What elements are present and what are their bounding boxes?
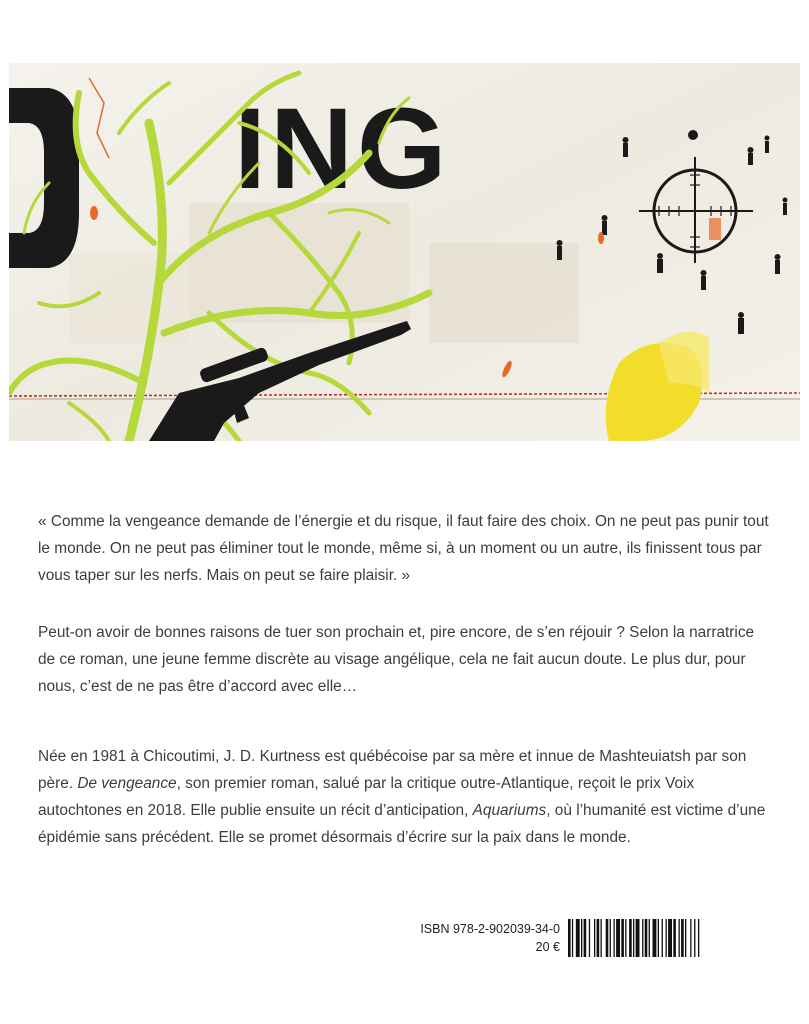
barcode-bar bbox=[673, 919, 676, 957]
barcode-icon bbox=[568, 919, 772, 957]
barcode-bar bbox=[616, 919, 620, 957]
barcode-bar bbox=[649, 919, 650, 957]
summary-text: Peut-on avoir de bonnes raisons de tuer son prochain et, pire encore, de s’en réjouir ? Selon la narratrice de ce roman, une jeune femme discrète au visage angélique, cela ne fait aucun doute. Le plus dur, pour nous, c’est de ne pas être d’accord avec elle… bbox=[38, 624, 755, 695]
barcode-bar bbox=[614, 919, 615, 957]
barcode-bar bbox=[698, 919, 699, 957]
barcode-bar bbox=[690, 919, 691, 957]
rifle-crosshair-artwork-icon bbox=[9, 63, 800, 441]
barcode-bar bbox=[621, 919, 624, 957]
barcode-bar bbox=[576, 919, 580, 957]
barcode-bar bbox=[581, 919, 582, 957]
book-title-de-vengeance: De vengeance bbox=[77, 775, 177, 792]
bio-part-3: , où l’humanité est victime d’une épidémie sans précédent. Elle se promet désormais d’écrire sur la paix dans le monde. bbox=[38, 802, 766, 846]
barcode-bar bbox=[668, 919, 672, 957]
author-bio bbox=[38, 743, 772, 851]
barcode-bar bbox=[645, 919, 648, 957]
quote-paragraph bbox=[38, 508, 772, 589]
barcode-bar bbox=[568, 919, 571, 957]
barcode-bar bbox=[594, 919, 595, 957]
bio-part-2: , son premier roman, salué par la critique outre-Atlantique, reçoit le prix Voix autochtones en 2018. Elle publie ensuite un récit d’anticipation, bbox=[38, 775, 695, 819]
isbn-block bbox=[420, 920, 560, 956]
barcode-bar bbox=[658, 919, 659, 957]
cover-artwork bbox=[9, 63, 800, 441]
barcode-bar bbox=[642, 919, 643, 957]
barcode-bar bbox=[679, 919, 680, 957]
barcode-bar bbox=[625, 919, 626, 957]
barcode-bar bbox=[633, 919, 634, 957]
summary-paragraph bbox=[38, 619, 772, 700]
barcode-bar bbox=[601, 919, 602, 957]
bio-part-1: Née en 1981 à Chicoutimi, J. D. Kurtness est québécoise par sa mère et innue de Mashteuiatsh par son père. bbox=[38, 748, 747, 792]
barcode-bar bbox=[606, 919, 609, 957]
barcode-bar bbox=[597, 919, 600, 957]
isbn-label: ISBN 978-2-902039-34-0 bbox=[420, 922, 560, 936]
artwork-letters: ING bbox=[234, 85, 451, 213]
barcode-bar bbox=[636, 919, 640, 957]
barcode bbox=[568, 919, 772, 957]
barcode-bar bbox=[653, 919, 657, 957]
barcode-bar bbox=[572, 919, 573, 957]
barcode-bar bbox=[584, 919, 587, 957]
quote-text: « Comme la vengeance demande de l’énergie et du risque, il faut faire des choix. On ne peut pas punir tout le monde. On ne peut pas éliminer tout le monde, même si, à un moment ou un autre, ils finissent tous par vous taper sur les nerfs. Mais on peut se faire plaisir. » bbox=[38, 513, 769, 584]
barcode-bar bbox=[685, 919, 686, 957]
barcode-bar bbox=[662, 919, 663, 957]
bio-text bbox=[38, 743, 772, 851]
barcode-bar bbox=[610, 919, 611, 957]
barcode-bar bbox=[629, 919, 632, 957]
barcode-bar bbox=[681, 919, 684, 957]
barcode-bar bbox=[666, 919, 667, 957]
barcode-bar bbox=[589, 919, 590, 957]
book-title-aquariums: Aquariums bbox=[472, 802, 547, 819]
barcode-bar bbox=[694, 919, 695, 957]
price-label: 20 € bbox=[535, 940, 560, 954]
